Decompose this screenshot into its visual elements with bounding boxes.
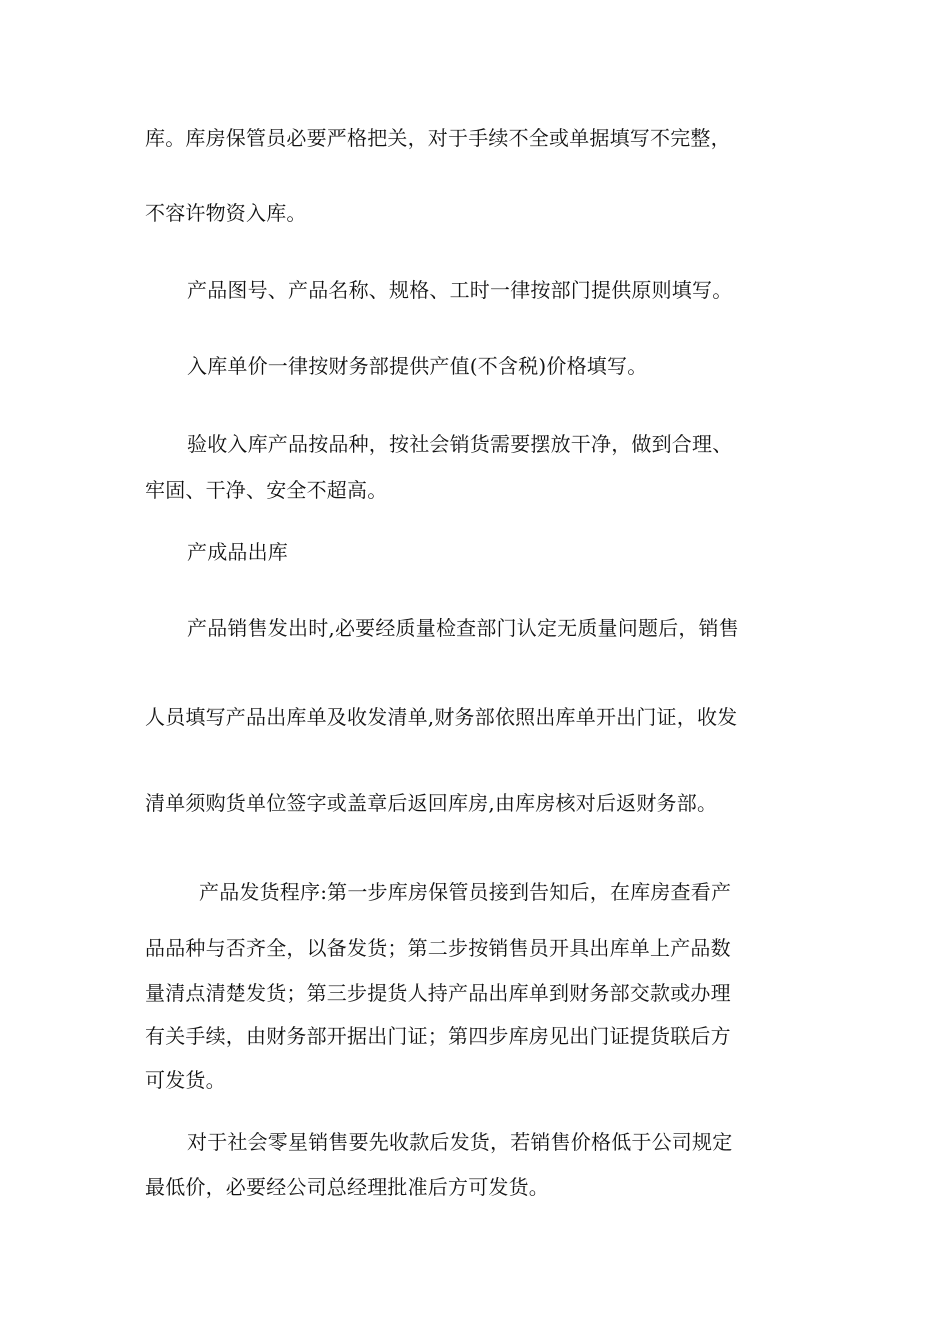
text-line: 最低价，必要经公司总经理批准后方可发货。 [145,1175,549,1199]
text-line: 对于社会零星销售要先收款后发货，若销售价格低于公司规定 [187,1130,733,1154]
text-line: 产品图号、产品名称、规格、工时一律按部门提供原则填写。 [187,278,733,302]
text-line: 产品发货程序:第一步库房保管员接到告知后，在库房查看产 [199,880,732,904]
text-line: 牢固、干净、安全不超高。 [145,478,388,502]
text-line: 品品种与否齐全，以备发货；第二步按销售员开具出库单上产品数 [145,936,731,960]
text-line: 人员填写产品出库单及收发清单,财务部依照出库单开出门证，收发 [145,705,738,729]
text-line: 入库单价一律按财务部提供产值(不含税)价格填写。 [187,354,648,378]
text-line: 库。库房保管员必要严格把关，对于手续不全或单据填写不完整， [145,126,731,150]
text-line: 可发货。 [145,1068,226,1092]
text-line: 清单须购货单位签字或盖章后返回库房,由库房核对后返财务部。 [145,791,718,815]
text-line: 有关手续，由财务部开据出门证；第四步库房见出门证提货联后方 [145,1024,731,1048]
text-line: 量清点清楚发货；第三步提货人持产品出库单到财务部交款或办理 [145,981,731,1005]
text-line: 不容许物资入库。 [145,201,307,225]
text-line: 产品销售发出时,必要经质量检查部门认定无质量问题后，销售 [187,616,739,640]
section-heading: 产成品出库 [187,540,288,564]
text-line: 验收入库产品按品种，按社会销货需要摆放干净，做到合理、 [187,432,733,456]
